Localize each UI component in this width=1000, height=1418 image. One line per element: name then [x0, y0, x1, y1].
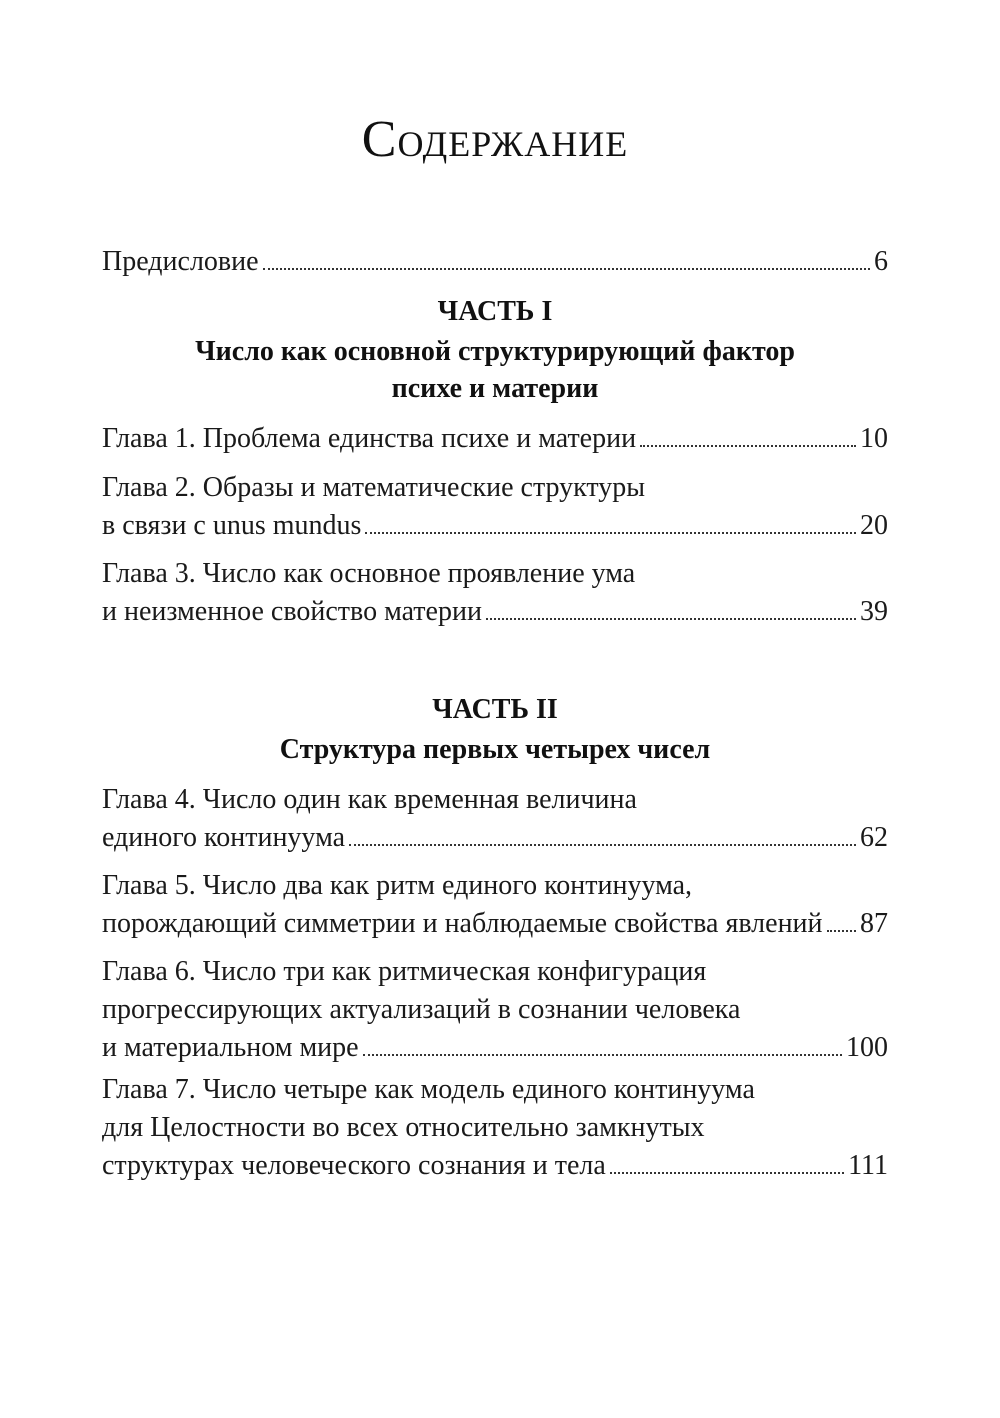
toc-entry-chapter-3[interactable]: [102, 555, 888, 631]
toc-page-number: 6: [874, 246, 888, 277]
dot-leader: [365, 531, 856, 534]
dot-leader: [363, 1053, 842, 1056]
toc-entry-line: Глава 2. Образы и математические структуры: [102, 472, 646, 503]
toc-entry-chapter-2[interactable]: [102, 469, 888, 545]
toc-entry-line: Глава 5. Число два как ритм единого континуума,: [102, 870, 693, 901]
toc-entry-line: Глава 3. Число как основное проявление ума: [102, 558, 636, 589]
toc-entry-label: порождающий симметрии и наблюдаемые свойства явлений: [102, 908, 823, 939]
toc-page-number: 62: [860, 822, 888, 853]
page-title: Содержание: [361, 111, 629, 168]
toc-entry-line: для Целостности во всех относительно замкнутых: [102, 1112, 705, 1143]
toc-entry-chapter-7[interactable]: [102, 1071, 888, 1185]
dot-leader: [640, 444, 856, 447]
toc-page-number: 10: [860, 423, 888, 454]
part-1-subtitle-line: психе и материи: [391, 373, 599, 404]
toc-page-number: 39: [860, 596, 888, 627]
toc-entry-label: в связи с unus mundus: [102, 510, 362, 541]
toc-entry-line: Глава 4. Число один как временная величина: [102, 784, 637, 815]
toc-entry-label: Предисловие: [102, 246, 259, 277]
toc-entry-label: и неизменное свойство материи: [102, 596, 482, 627]
toc-entry-chapter-5[interactable]: [102, 867, 888, 943]
part-1-subtitle-line: Число как основной структурирующий фактор: [195, 336, 795, 367]
dot-leader: [827, 929, 856, 932]
toc-entry-preface[interactable]: [102, 243, 888, 281]
part-2-heading: ЧАСТЬ II: [432, 694, 558, 725]
part-2-subtitle-line: Структура первых четырех чисел: [279, 734, 711, 765]
toc-page-number: 20: [860, 510, 888, 541]
dot-leader: [349, 843, 856, 846]
dot-leader: [486, 617, 856, 620]
toc-entry-line: Глава 6. Число три как ритмическая конфигурация: [102, 956, 707, 987]
toc-page-number: 111: [848, 1150, 888, 1181]
toc-entry-label: единого континуума: [102, 822, 346, 853]
toc-entry-chapter-6[interactable]: [102, 953, 888, 1067]
toc-page-number: 100: [846, 1032, 888, 1063]
toc-entry-line: прогрессирующих актуализаций в сознании человека: [102, 994, 741, 1025]
toc-page-number: 87: [860, 908, 888, 939]
dot-leader: [610, 1171, 844, 1174]
toc-entry-chapter-4[interactable]: [102, 781, 888, 857]
toc-entry-label: Глава 1. Проблема единства психе и материи: [102, 423, 637, 454]
toc-entry-chapter-1[interactable]: [102, 420, 888, 458]
toc-entry-label: и материальном мире: [102, 1032, 359, 1063]
part-1-heading: ЧАСТЬ I: [437, 296, 553, 327]
toc-entry-line: Глава 7. Число четыре как модель единого континуума: [102, 1074, 755, 1105]
toc-entry-label: структурах человеческого сознания и тела: [102, 1150, 606, 1181]
dot-leader: [263, 267, 870, 270]
